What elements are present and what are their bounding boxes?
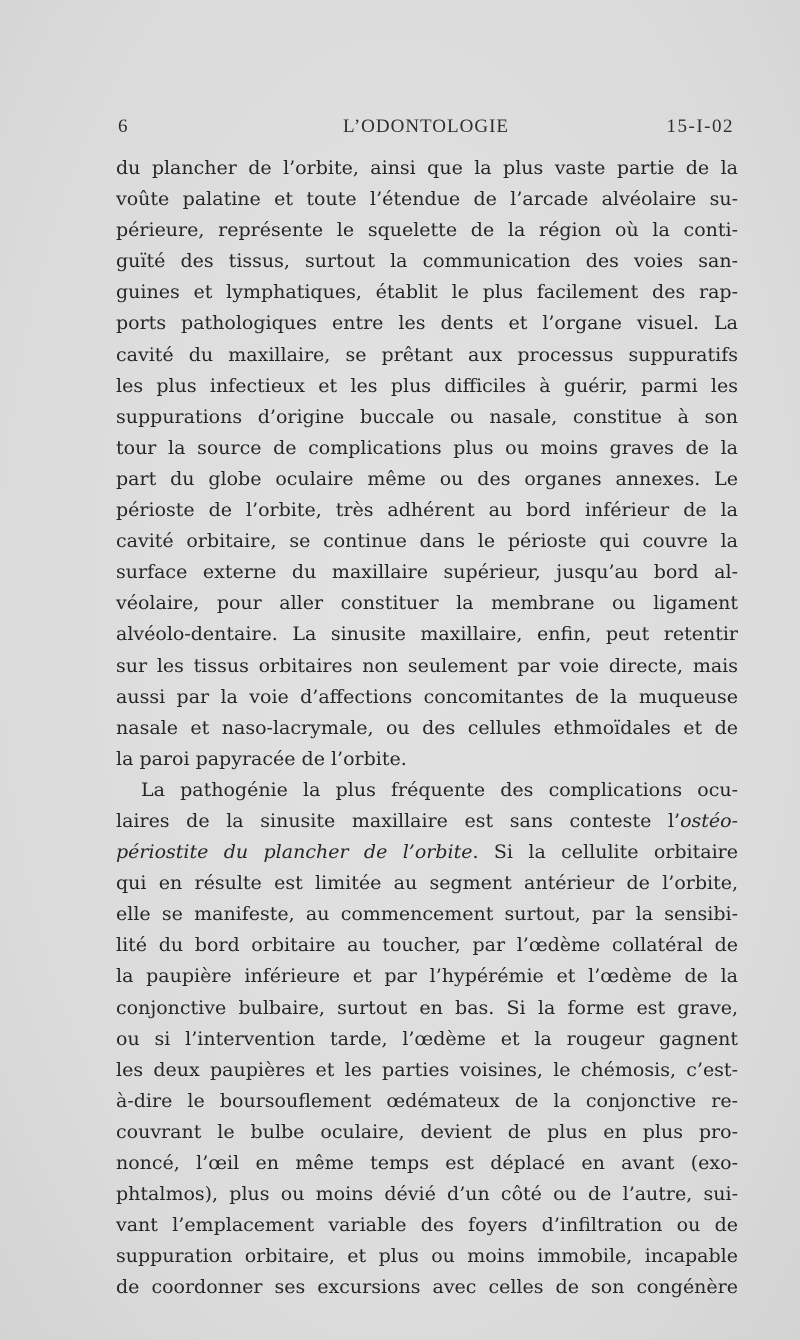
- text-line: aussi par la voie d’affections concomitantes de la muqueuse: [116, 685, 738, 708]
- paragraph-1: [116, 153, 738, 775]
- text-line: la paupière inférieure et par l’hypérémie et l’œdème de la: [116, 965, 738, 988]
- text-line: guïté des tissus, surtout la communication des voies san-: [116, 250, 738, 273]
- text-line: ou si l’intervention tarde, l’œdème et la rougeur gagnent: [116, 1027, 738, 1050]
- text-line: La pathogénie la plus fréquente des complications ocu-: [141, 778, 738, 801]
- text-line: cavité orbitaire, se continue dans le périoste qui couvre la: [116, 530, 738, 553]
- italic-term: périostite du plancher de l’orbite: [116, 841, 473, 864]
- text-line: périeure, représente le squelette de la région où la conti-: [116, 219, 738, 242]
- text-line: sur les tissus orbitaires non seulement par voie directe, mais: [116, 654, 738, 677]
- text-line: phtalmos), plus ou moins dévié d’un côté ou de l’autre, sui-: [116, 1183, 738, 1206]
- text-segment: . Si la cellulite orbitaire: [472, 841, 738, 864]
- text-line: suppurations d’origine buccale ou nasale, constitue à son: [116, 405, 738, 428]
- text-line: nasale et naso-lacrymale, ou des cellules ethmoïdales et de: [116, 716, 738, 739]
- text-line: qui en résulte est limitée au segment antérieur de l’orbite,: [116, 872, 738, 895]
- text-line: la paroi papyracée de l’orbite.: [116, 747, 407, 770]
- text-line: surface externe du maxillaire supérieur, jusqu’au bord al-: [116, 561, 738, 584]
- text-line: périoste de l’orbite, très adhérent au bord inférieur de la: [116, 499, 738, 522]
- text-line: de coordonner ses excursions avec celles de son congénère: [116, 1276, 738, 1299]
- running-header: [116, 116, 736, 144]
- text-segment: laires de la sinusite maxillaire est sans conteste l’: [116, 809, 681, 832]
- text-line: [116, 837, 738, 868]
- text-line: tour la source de complications plus ou moins graves de la: [116, 436, 738, 459]
- text-line: elle se manifeste, au commencement surtout, par la sensibi-: [116, 903, 738, 926]
- running-title: L’ODONTOLOGIE: [342, 116, 510, 137]
- text-line: du plancher de l’orbite, ainsi que la plus vaste partie de la: [116, 157, 738, 179]
- text-line: alvéolo-dentaire. La sinusite maxillaire, enfin, peut retentir: [116, 623, 738, 646]
- text-line: conjonctive bulbaire, surtout en bas. Si la forme est grave,: [116, 996, 738, 1019]
- text-line: [116, 806, 738, 837]
- text-line: les deux paupières et les parties voisines, le chémosis, c’est-: [116, 1058, 738, 1081]
- text-line: à-dire le boursouflement œdémateux de la conjonctive re-: [116, 1089, 738, 1112]
- text-line: couvrant le bulbe oculaire, devient de plus en plus pro-: [116, 1120, 738, 1143]
- text-line: part du globe oculaire même ou des organes annexes. Le: [116, 467, 738, 490]
- text-line: voûte palatine et toute l’étendue de l’arcade alvéolaire su-: [116, 188, 738, 211]
- text-line: noncé, l’œil en même temps est déplacé en avant (exo-: [116, 1152, 738, 1174]
- page-number: 6: [118, 116, 128, 137]
- body-text: [116, 153, 738, 1303]
- text-line: suppuration orbitaire, et plus ou moins immobile, incapable: [116, 1245, 738, 1268]
- text-line: ports pathologiques entre les dents et l’organe visuel. La: [116, 312, 738, 335]
- text-line: les plus infectieux et les plus difficiles à guérir, parmi les: [116, 374, 738, 397]
- paragraph-2: [116, 775, 738, 1304]
- text-line: véolaire, pour aller constituer la membrane ou ligament: [116, 592, 738, 615]
- text-line: vant l’emplacement variable des foyers d’infiltration ou de: [116, 1214, 738, 1237]
- text-line: lité du bord orbitaire au toucher, par l’œdème collatéral de: [116, 934, 738, 957]
- issue-date: 15-I-02: [666, 116, 734, 137]
- italic-term: ostéo-: [680, 809, 738, 832]
- text-line: cavité du maxillaire, se prêtant aux processus suppuratifs: [116, 343, 738, 366]
- text-line: guines et lymphatiques, établit le plus facilement des rap-: [116, 281, 738, 304]
